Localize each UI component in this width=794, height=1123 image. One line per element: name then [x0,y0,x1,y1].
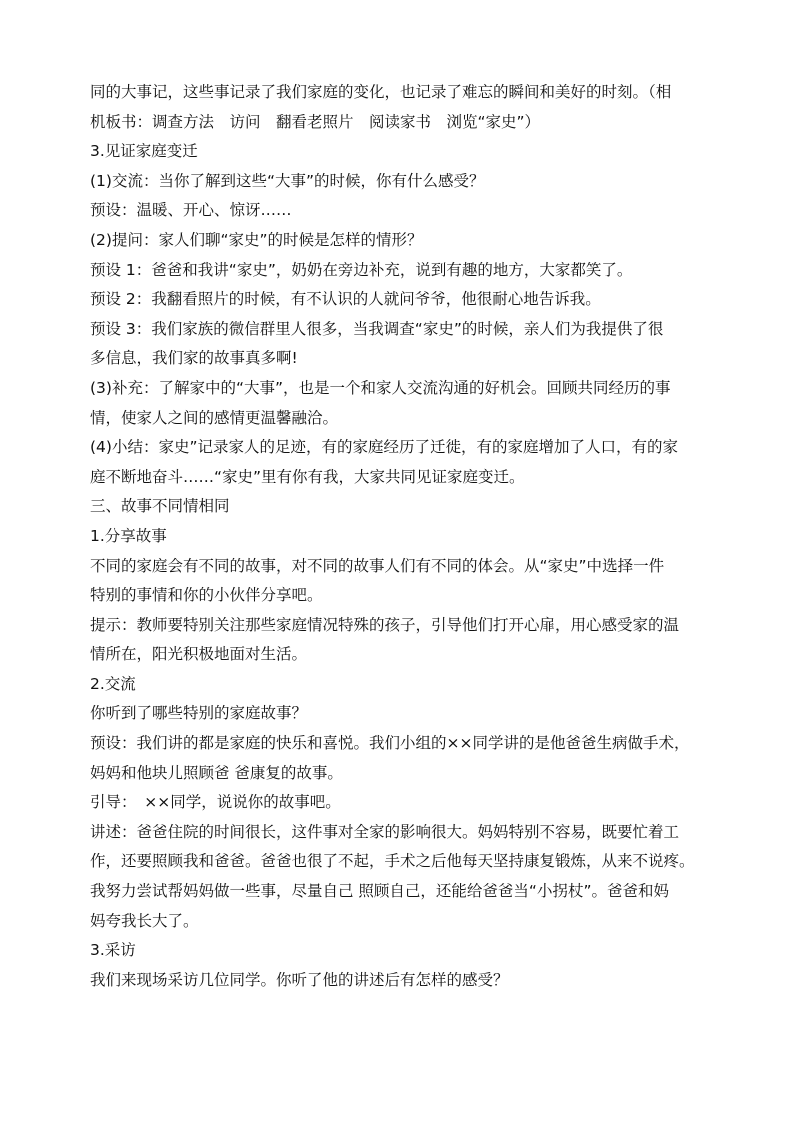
text-line: 妈妈和他块儿照顾爸 爸康复的故事。 [90,763,343,782]
text-line: 特别的事情和你的小伙伴分享吧。 [90,586,323,605]
text-line: 同的大事记，这些事记录了我们家庭的变化，也记录了难忘的瞬间和美好的时刻。（相 [90,83,672,101]
text-line: 妈夸我长大了。 [90,911,199,930]
text-line: 多信息，我们家的故事真多啊! [90,349,298,368]
text-line: (3)补充：了解家中的“大事”，也是一个和家人交流沟通的好机会。回顾共同经历的事 [90,378,671,397]
section-heading: 3.见证家庭变迁 [90,142,198,161]
text-line: (2)提问：家人们聊“家史”的时候是怎样的情形？ [90,230,423,249]
text-line: 我们来现场采访几位同学。你听了他的讲述后有怎样的感受？ [90,970,509,989]
document-page [90,78,710,995]
text-line: 预设：我们讲的都是家庭的快乐和喜悦。我们小组的××同学讲的是他爸爸生病做手术， [90,734,690,753]
text-line: 机板书：调查方法 访问 翻看老照片 阅读家书 浏览“家史”） [90,112,541,131]
text-line: 预设 2：我翻看照片的时候，有不认识的人就问爷爷，他很耐心地告诉我。 [90,290,601,309]
chapter-heading: 三、故事不同情相同 [90,497,230,516]
text-line: (4)小结：家史”记录家人的足迹，有的家庭经历了迁徙，有的家庭增加了人口，有的家 [90,438,678,457]
text-line: 情所在，阳光积极地面对生活。 [90,645,308,664]
text-line: 预设 3：我们家族的微信群里人很多，当我调查“家史”的时候，亲人们为我提供了很 [90,319,664,338]
text-line: 庭不断地奋斗……“家史”里有你有我，大家共同见证家庭变迁。 [90,467,525,486]
text-line: (1)交流：当你了解到这些“大事”的时候，你有什么感受？ [90,171,485,190]
text-line: 你听到了哪些特别的家庭故事？ [90,704,308,723]
text-line: 我努力尝试帮妈妈做一些事，尽量自己 照顾自己，还能给爸爸当“小拐杖”。爸爸和妈 [90,882,669,901]
section-heading: 2.交流 [90,674,136,693]
text-line: 预设：温暖、开心、惊讶…… [90,201,292,220]
text-line: 情，使家人之间的感情更温馨融洽。 [90,408,339,427]
text-line: 引导： ××同学，说说你的故事吧。 [90,793,341,812]
text-line: 提示：教师要特别关注那些家庭情况特殊的孩子，引导他们打开心扉，用心感受家的温 [90,615,680,634]
text-line: 作，还要照顾我和爸爸。爸爸也很了不起，手术之后他每天坚持康复锻炼，从来不说疼。 [90,852,695,871]
section-heading: 3.采访 [90,941,136,960]
text-line: 不同的家庭会有不同的故事，对不同的故事人们有不同的体会。从“家史”中选择一件 [90,556,665,575]
text-line: 讲述：爸爸住院的时间很长，这件事对全家的影响很大。妈妈特别不容易，既要忙着工 [90,822,680,841]
text-line: 预设 1：爸爸和我讲“家史”，奶奶在旁边补充，说到有趣的地方，大家都笑了。 [90,260,633,279]
section-heading: 1.分享故事 [90,526,167,545]
